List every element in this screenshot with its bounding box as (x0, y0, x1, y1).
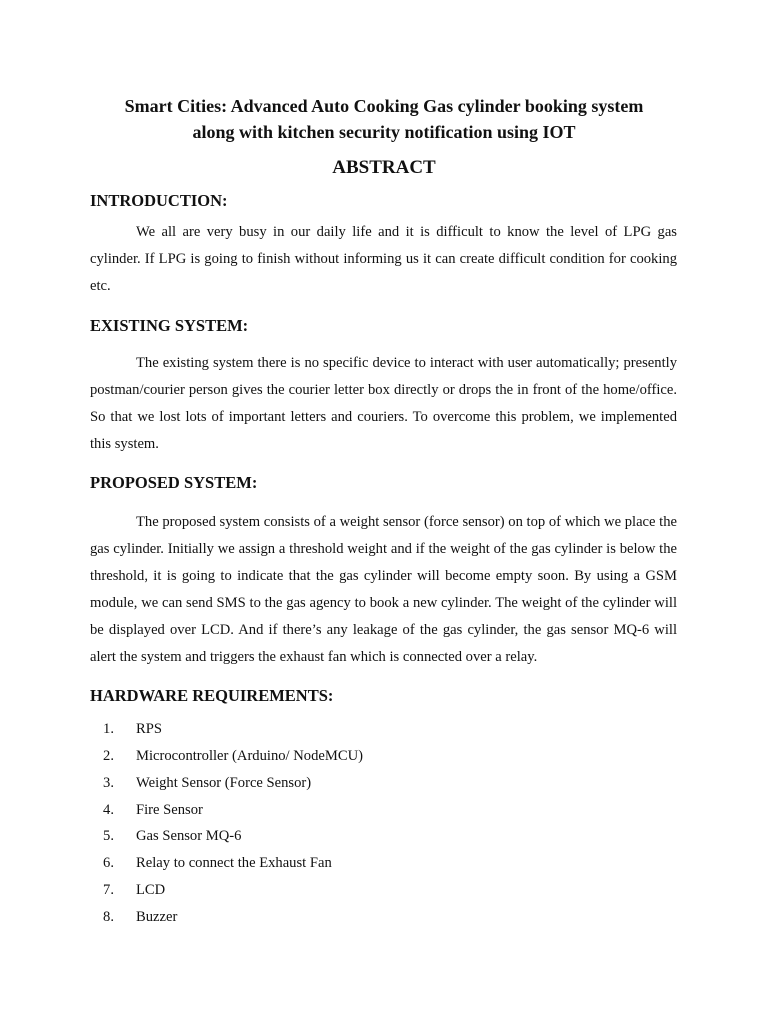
list-item (90, 797, 363, 824)
document-title-line-2: along with kitchen security notification using IOT (192, 122, 576, 142)
document-title-line-1: Smart Cities: Advanced Auto Cooking Gas cylinder booking system (124, 96, 644, 116)
list-item-label: Buzzer (136, 908, 178, 925)
proposed-system-heading: PROPOSED SYSTEM: (90, 473, 258, 492)
list-item-label: LCD (136, 882, 166, 899)
list-item-number: 7. (103, 882, 114, 899)
list-item-number: 1. (103, 721, 114, 737)
hardware-requirements-heading: HARDWARE REQUIREMENTS: (90, 686, 334, 705)
list-item (90, 743, 363, 770)
list-item (90, 850, 363, 877)
list-item-label: RPS (136, 721, 162, 737)
existing-system-heading: EXISTING SYSTEM: (90, 316, 249, 335)
list-item-number: 4. (103, 801, 114, 818)
proposed-system-paragraph: The proposed system consists of a weight sensor (force sensor) on top of which we place the gas cylinder. Initially we assign a threshold weight and if the weight of the gas cylinder is below the threshold, it is going to indicate that the gas cylinder will become empty soon. By using a GSM module, we can send SMS to the gas agency to book a new cylinder. The weight of the cylinder will be displayed over LCD. And if there’s any leakage of the gas cylinder, the gas sensor MQ-6 will alert the system and triggers the exhaust fan which is connected over a relay. (90, 514, 677, 665)
list-item-number: 3. (103, 774, 114, 791)
list-item-label: Relay to connect the Exhaust Fan (136, 855, 332, 872)
list-item (90, 904, 363, 931)
list-item-label: Weight Sensor (Force Sensor) (136, 774, 312, 791)
introduction-paragraph: We all are very busy in our daily life and it is difficult to know the level of LPG gas cylinder. If LPG is going to finish without informing us it can create difficult condition for cooking etc. (90, 224, 677, 294)
list-item (90, 877, 363, 904)
list-item-label: Microcontroller (Arduino/ NodeMCU) (136, 747, 363, 764)
list-item-number: 8. (103, 908, 114, 925)
list-item (90, 716, 363, 743)
existing-system-paragraph: The existing system there is no specific device to interact with user automatically; presently postman/courier person gives the courier letter box directly or drops the in front of the home/office. So that we lost lots of important letters and couriers. To overcome this problem, we implemented this system. (90, 355, 677, 452)
list-item (90, 823, 363, 850)
list-item-label: Fire Sensor (136, 801, 203, 818)
list-item-label: Gas Sensor MQ-6 (136, 828, 242, 845)
list-item-number: 5. (103, 828, 114, 845)
introduction-heading: INTRODUCTION: (90, 191, 228, 210)
list-item-number: 2. (103, 747, 114, 764)
list-item-number: 6. (103, 855, 114, 872)
abstract-heading: ABSTRACT (332, 157, 436, 178)
hardware-requirements-list (90, 716, 363, 931)
list-item (90, 770, 363, 797)
